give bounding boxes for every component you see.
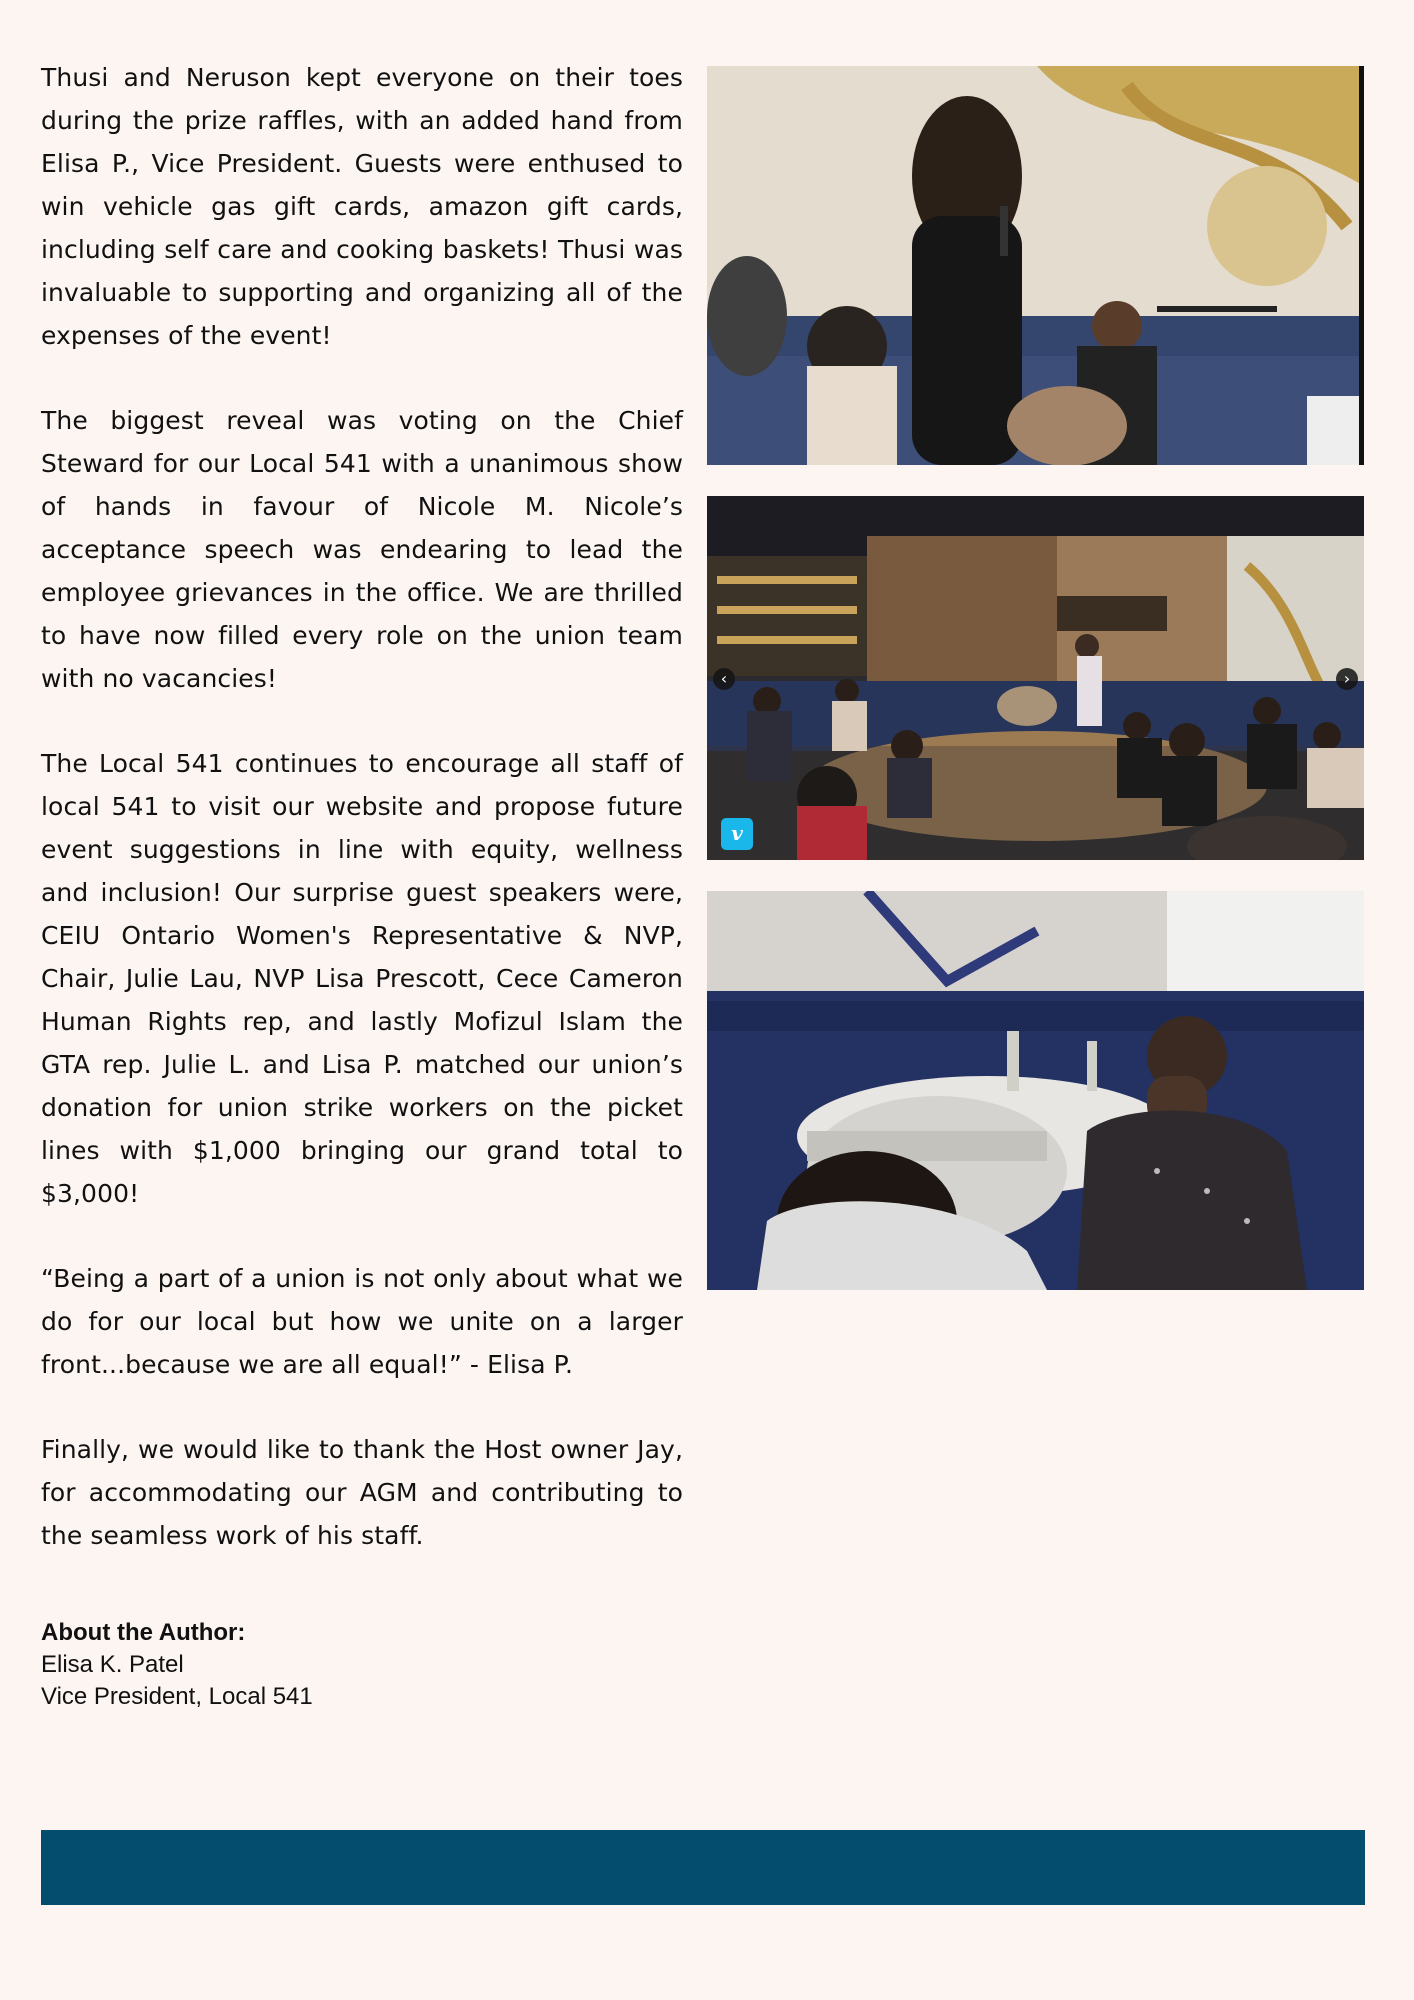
photo-guests-booth [707,891,1364,1290]
author-role: Vice President, Local 541 [41,1683,313,1710]
paragraph-prize-raffles: Thusi and Neruson kept everyone on their toes during the prize raffles, with an added hand from Elisa P., Vice President. Guests were enthused to win vehicle gas gift cards, amazon gift cards, including self care and cooking baskets! Thusi was invaluable to supporting and organizing all of the expenses of the event! [41,63,683,350]
author-name: Elisa K. Patel [41,1651,184,1678]
author-heading: About the Author: [41,1619,246,1646]
carousel-prev-button[interactable]: ‹ [713,668,735,690]
paragraph-chief-steward: The biggest reveal was voting on the Chief Steward for our Local 541 with a unanimous show of hands in favour of Nicole M. Nicole’s acceptance speech was endearing to lead the employee grievances in the office. We are thrilled to have now filled every role on the union team with no vacancies! [41,406,683,693]
photo-gathering-carousel[interactable] [707,496,1364,860]
photo-guests-image [707,891,1364,1290]
article-body [41,56,683,1599]
about-author [41,1617,641,1713]
paragraph-quote: “Being a part of a union is not only about what we do for our local but how we unite on a larger front...because we are all equal!” - Elisa P. [41,1264,683,1379]
paragraph-guest-speakers: The Local 541 continues to encourage all staff of local 541 to visit our website and propose future event suggestions in line with equity, wellness and inclusion! Our surprise guest speakers were, CEIU Ontario Women's Representative & NVP, Chair, Julie Lau, NVP Lisa Prescott, Cece Cameron Human Rights rep, and lastly Mofizul Islam the GTA rep. Julie L. and Lisa P. matched our union’s donation for union strike workers on the picket lines with $1,000 bringing our grand total to $3,000! [41,749,683,1208]
photo-gathering-image [707,496,1364,860]
photo-speaker [707,66,1364,465]
photo-speaker-image [707,66,1364,465]
vimeo-icon[interactable]: v [721,818,753,850]
footer-band [41,1830,1365,1905]
paragraph-thanks: Finally, we would like to thank the Host owner Jay, for accommodating our AGM and contributing to the seamless work of his staff. [41,1435,683,1550]
carousel-next-button[interactable]: › [1336,668,1358,690]
